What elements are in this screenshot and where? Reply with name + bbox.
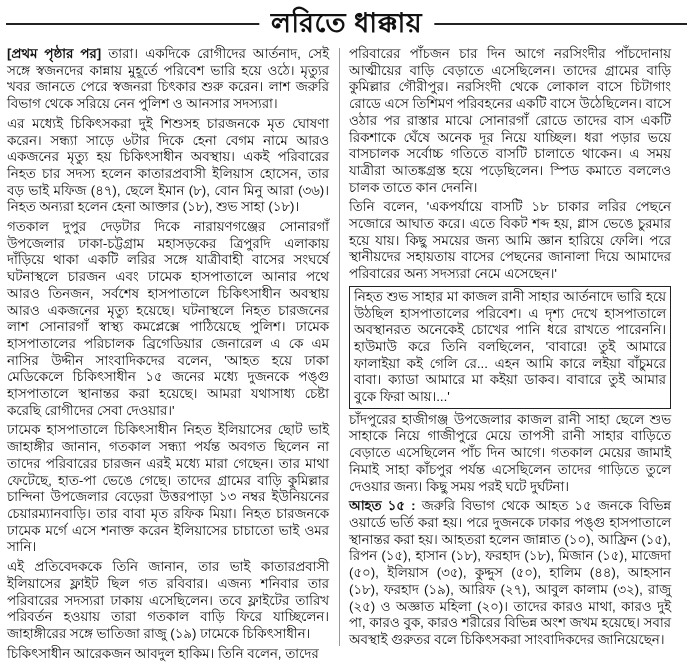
right-column (349, 46, 671, 646)
paragraph-text: তারা। একদিকে রোগীদের আর্তনাদ, সেই সঙ্গে স্বজনদের কান্নায় মুহূর্তে পরিবেশ ভারি হয়ে ওঠে। মৃত্যুর খবর জানতে পেরে স্বজনরা চিৎকার শুরু করেন। লাশ জরুরি বিভাগ থেকে সরিয়ে নেন পুলিশ ও আনসার সদস্যরা। (7, 46, 329, 112)
article-paragraph: গতকাল দুপুর দেড়টার দিকে নারায়ণগঞ্জের সোনারগাঁ উপজেলার ঢাকা-চট্টগ্রাম মহাসড়কের ত্রিপুরদি এলাকায় দাঁড়িয়ে থাকা একটি লরির সঙ্গে যাত্রীবাহী বাসের সংঘর্ষে ঘটনাস্থলে চারজন এবং ঢামেক হাসপাতালে আনার পথে আরও তিনজন, সর্বশেষ হাসপাতালে চিকিৎসাধীন অবস্থায় আরও একজনের মৃত্যু হয়েছে। ঘটনাস্থলে নিহত চারজনের লাশ সোনারগাঁ স্বাস্থ্য কমপ্লেক্সে পাঠিয়েছে পুলিশ। ঢামেক হাসপাতালের পরিচালক ব্রিগেডিয়ার জেনারেল এ কে এম নাসির উদ্দীন সাংবাদিকদের বলেন, 'আহত হয়ে ঢাকা মেডিকেলে চিকিৎসাধীন ১৫ জনের মধ্যে দুজনকে পঙ্গু হাসপাতালে স্থানান্তর করা হয়েছে। আমরা যথাসাধ্য চেষ্টা করেছি রোগীদের সেবা দেওয়ার।' (7, 219, 329, 418)
column-divider (339, 48, 340, 646)
continuation-tag: [প্রথম পৃষ্ঠার পর] (7, 46, 102, 61)
quote-paragraph: নিহত শুভ সাহার মা কাজল রানী সাহার আর্তনাদে ভারি হয়ে উঠছিল হাসপাতালের পরিবেশ। এ দৃশ্য দেখে হাসপাতালে অবস্থানরত অনেকেই চোখের পানি ধরে রাখতে পারেননি। হাউমাউ করে তিনি বলছিলেন, 'বাবারে! তুই আমারে ফালাইয়া কই গেলি রে... এহন আমি কারে লইয়া বাঁচুমরে বাবা। ক্যাডা আমারে মা কইয়া ডাকব। বাবারে তুই আমার বুকে ফিরা আয়।...' (349, 286, 671, 409)
injured-paragraph (349, 498, 671, 648)
injured-text: জরুরি বিভাগ থেকে আহত ১৫ জনকে বিভিন্ন ওয়ার্ডে ভর্তি করা হয়। পরে দুজনকে ঢাকার পঙ্গু হাসপাতালে স্থানান্তর করা হয়। আহতরা হলেন জান্নাত (১০), আফ্রিন (১৫), রিপন (১৫), হাসান (১৮), ফরহাদ (১৮), মিজান (১৫), মাজেদা (৫০), ইলিয়াস (৩৫), কুদ্দুস (৫০), হালিম (৪৪), আহসান (১৮), ফরহাদ (১৯), আরিফ (২৭), আবুল কালাম (৩২), রাজু (২৫) ও অজ্ঞাত মহিলা (২০)। তাদের কারও মাথা, কারও দুই পা, কারও বুক, কারও শরীরের বিভিন্ন অংশ জখম হয়েছে। সবার অবস্থাই গুরুতর বলে চিকিৎসকরা সাংবাদিকদের জানিয়েছেন। (349, 498, 672, 647)
left-column (7, 46, 329, 661)
article-paragraph: এই প্রতিবেদককে তিনি জানান, তার ভাই কাতারপ্রবাসী ইলিয়াসের ফ্লাইট ছিল গত রবিবার। এজন্য শনিবার তার পরিবারের সদস্যরা ঢাকায় এসেছিলেন। তবে ফ্লাইটের তারিখ পরিবর্তন হওয়ায় তারা গতকাল বাড়ি ফিরে যাচ্ছিলেন। জাহাঙ্গীরের সঙ্গে ভাতিজা রাজু (১৯) ঢামেকে চিকিৎসাধীন। (7, 559, 329, 641)
article-paragraph: চাঁদপুরের হাজীগঞ্জ উপজেলার কাজল রানী সাহা ছেলে শুভ সাহাকে নিয়ে গাজীপুরে মেয়ে তাপসী রানী সাহার বাড়িতে বেড়াতে এসেছিলেন পাঁচ দিন আগে। গতকাল মেয়ের জামাই নিমাই সাহা কাঁচপুর পর্যন্ত এসেছিলেন তাদের গাড়িতে তুলে দেওয়ার জন্য। কিছু সময় পরই ঘটে দুর্ঘটনা। (349, 411, 671, 494)
article-paragraph: এর মধ্যেই চিকিৎসকরা দুই শিশুসহ চারজনকে মৃত ঘোষণা করেন। সন্ধ্যা সাড়ে ৬টার দিকে হেনা বেগম নামে আরও একজনের মৃত্যু হয় চিকিৎসাধীন অবস্থায়। একই পরিবারের নিহত চার সদস্য হলেন কাতারপ্রবাসী ইলিয়াস হোসেন, তার বড় ভাই মফিজ (৪৭), ছেলে ইমান (৮), বোন মিনু আরা (৩৬)। নিহত অন্যরা হলেন হেনা আক্তার (১৮), শুভ সাহা (১৮)। (7, 115, 329, 215)
injured-subhead: আহত ১৫ : (349, 498, 416, 514)
headline: লরিতে ধাক্কায় (259, 6, 434, 40)
article-paragraph (7, 46, 329, 113)
article-paragraph: তিনি বলেন, 'একপর্যায়ে বাসটি ১৮ চাকার লরির পেছনে সজোরে আঘাত করে। এতে বিকট শব্দ হয়, গ্লাস ভেঙে চুরমার হয়ে যায়। কিছু সময়ের জন্য আমি জ্ঞান হারিয়ে ফেলি। পরে স্থানীয়দের সহায়তায় বাসের পেছনের জানালা দিয়ে আমাদের পরিবারের অন্য সদস্যরা নেমে এসেছেন।' (349, 199, 671, 282)
article-paragraph: পরিবারের পাঁচজন চার দিন আগে নরসিংদীর পাঁচদোনায় আত্মীয়ের বাড়ি বেড়াতে এসেছিলেন। তাদের গ্রামের বাড়ি কুমিল্লার গৌরীপুর। নরসিংদী থেকে লোকাল বাসে চিটাগাং রোডে এসে তিশিমণ পরিবহনের একটি বাসে উঠেছিলেন। বাসে ওঠার পর রাস্তার মাঝে সোনারগাঁ রোডে তাদের বাস একটি রিকশাকে ঘেঁষে অনেক দূর নিয়ে যাচ্ছিল। ধরা পড়ার ভয়ে বাসচালক সর্বোচ্চ গতিতে বাসটি চালাতে থাকেন। এ সময় যাত্রীরা আতঙ্কগ্রস্ত হয়ে পড়েছিলেন। স্পিড কমাতে বললেও চালক তাতে কান দেননি। (349, 46, 671, 195)
article-paragraph: ঢামেক হাসপাতালে চিকিৎসাধীন নিহত ইলিয়াসের ছোট ভাই জাহাঙ্গীর জানান, গতকাল সন্ধ্যা পর্যন্ত অবগত ছিলেন না তাদের পরিবারের চারজন এরই মধ্যে মারা গেছেন। তার মাথা ফেটেছে, হাত-পা ভেঙে গেছে। তাদের গ্রামের বাড়ি কুমিল্লার চান্দিনা উপজেলার বেড়েরা উত্তরপাড়া ১৩ নম্বর ইউনিয়নের চেয়ারম্যানবাড়ি। তার বাবা মৃত রফিক মিয়া। নিহত চারজনকে ঢামেক মর্গে এসে শনাক্ত করেন ইলিয়াসের চাচাতো ভাই ওমর সানি। (7, 422, 329, 555)
article-paragraph: চিকিৎসাধীন আরেকজন আবদুল হাকিম। তিনি বলেন, তাদের (7, 645, 319, 661)
headline-bar (6, 6, 687, 40)
